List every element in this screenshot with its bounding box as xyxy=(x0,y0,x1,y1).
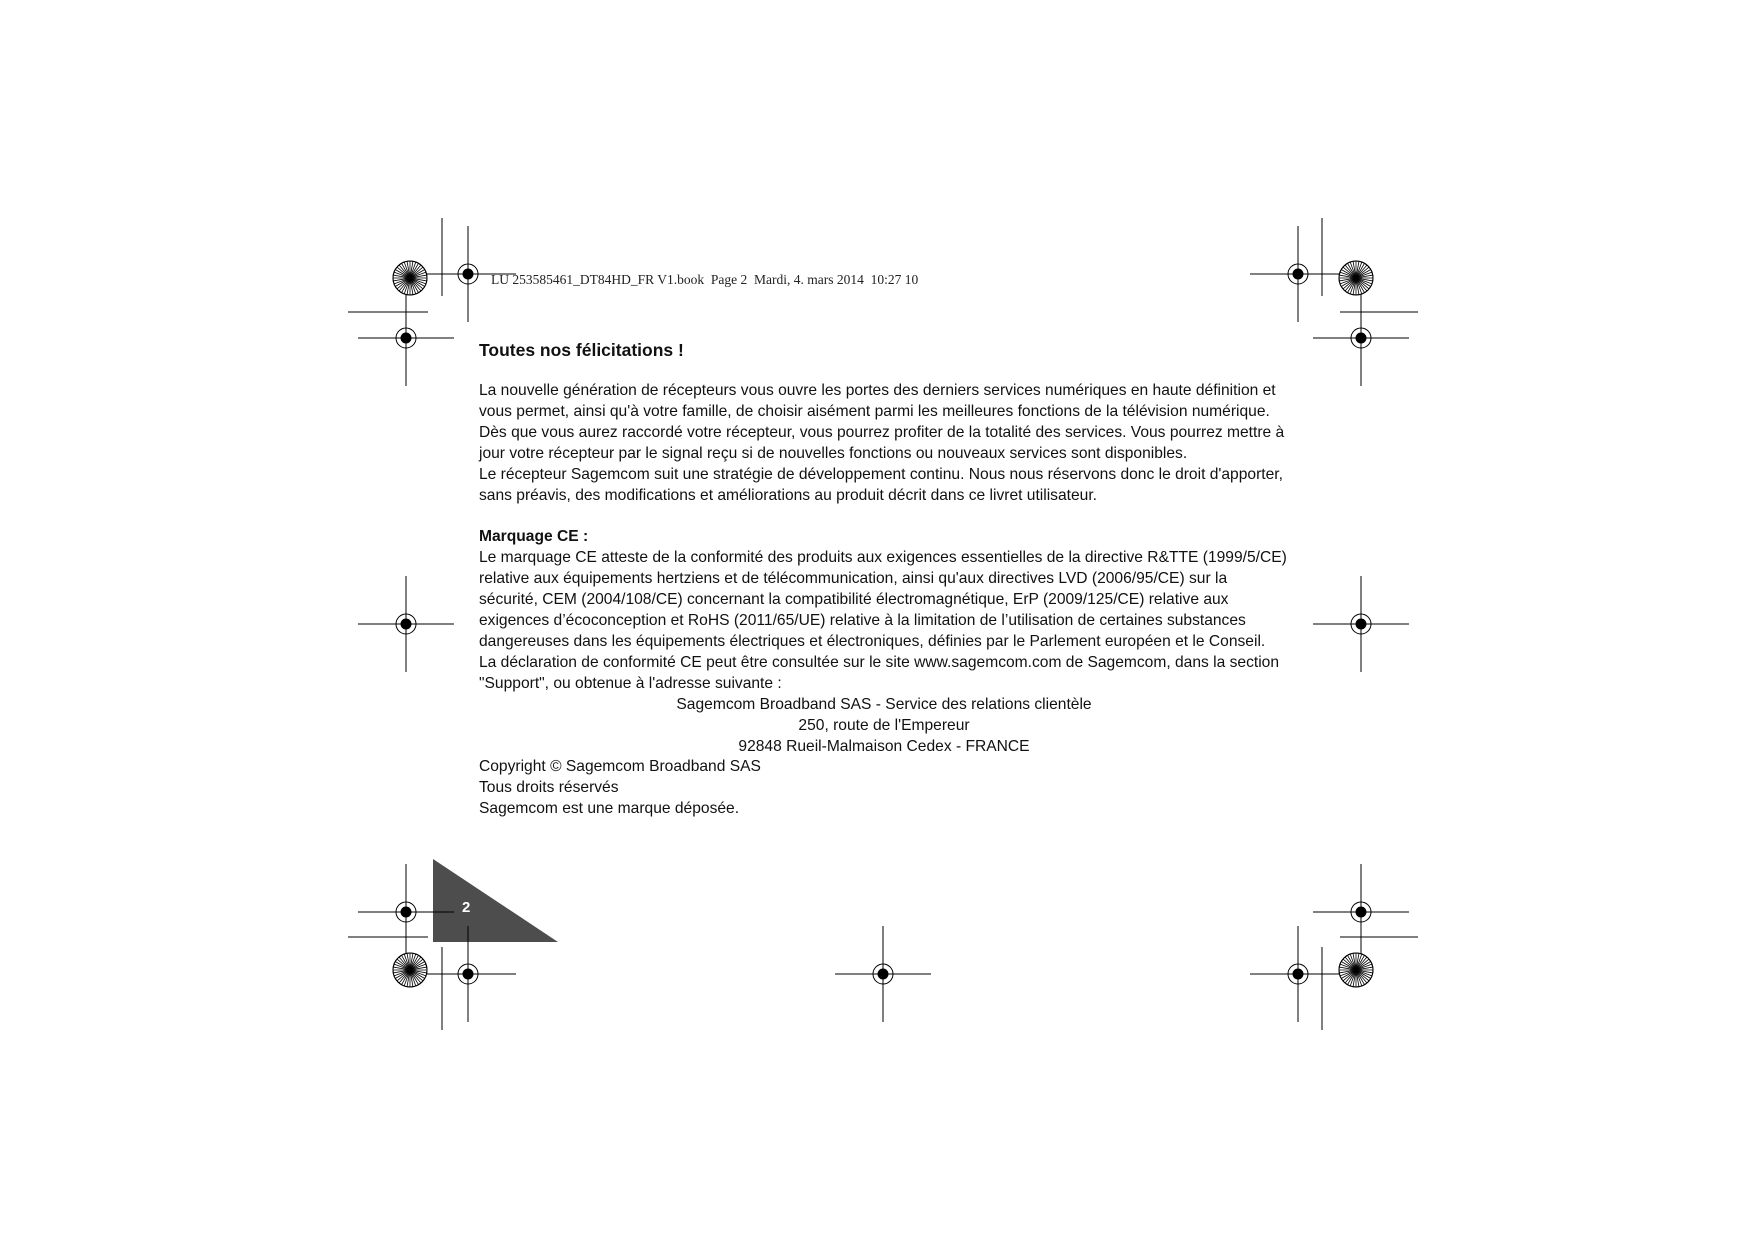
ce-heading: Marquage CE : xyxy=(479,528,589,546)
registration-mark-icon xyxy=(835,926,931,1022)
print-header-line: LU 253585461_DT84HD_FR V1.book Page 2 Mardi, 4. mars 2014 10:27 10 xyxy=(491,272,919,287)
intro-paragraph: Dès que vous aurez raccordé votre récepteur, vous pourrez profiter de la totalité des services. Vous pourrez mettre à jour votre récepteur par le signal reçu si de nouvelles fonctions ou nouveaux services sont disponibles. xyxy=(479,423,1285,462)
page-content xyxy=(479,339,1289,820)
starburst-mark-icon xyxy=(393,261,427,295)
intro-paragraph: La nouvelle génération de récepteurs vous ouvre les portes des derniers services numériques en haute définition et vous permet, ainsi qu'à votre famille, de choisir aisément parmi les meilleures fonctions de la télévision numérique. xyxy=(479,382,1276,420)
address-line: 92848 Rueil-Malmaison Cedex - FRANCE xyxy=(738,737,1030,755)
starburst-mark-icon xyxy=(1339,261,1373,295)
copyright-line: Copyright © Sagemcom Broadband SAS xyxy=(479,758,761,776)
page-title: Toutes nos félicitations ! xyxy=(479,340,684,360)
registration-mark-icon xyxy=(1250,926,1346,1022)
rights-line: Tous droits réservés xyxy=(479,779,619,797)
trademark-line: Sagemcom est une marque déposée. xyxy=(479,800,740,818)
page-number: 2 xyxy=(462,899,471,916)
registration-mark-icon xyxy=(1313,576,1409,672)
ce-paragraph: La déclaration de conformité CE peut être consultée sur le site www.sagemcom.com de Sagemcom, dans la section "Support", ou obtenue à l'adresse suivante : xyxy=(479,653,1280,692)
registration-mark-icon xyxy=(1250,226,1346,322)
registration-mark-icon xyxy=(1313,290,1409,386)
intro-paragraph: Le récepteur Sagemcom suit une stratégie de développement continu. Nous nous réservons donc le droit d'apporter, sans préavis, des modifications et améliorations au produit décrit dans ce livret utilisateur. xyxy=(479,465,1283,504)
address-line: Sagemcom Broadband SAS - Service des relations clientèle xyxy=(676,695,1092,713)
starburst-mark-icon xyxy=(393,953,427,987)
registration-mark-icon xyxy=(358,576,454,672)
page-tab xyxy=(433,859,558,942)
registration-mark-icon xyxy=(358,290,454,386)
starburst-mark-icon xyxy=(1339,953,1373,987)
address-line: 250, route de l'Empereur xyxy=(798,716,970,734)
ce-paragraph: Le marquage CE atteste de la conformité des produits aux exigences essentielles de la directive R&TTE (1999/5/CE) relative aux équipements hertziens et de télécommunication, ainsi qu'aux directives LVD (2006/95/CE) sur la sécurité, CEM (2004/108/CE) concernant la compatibilité électromagnétique, ErP (2009/125/CE) relative aux exigences d’écoconception et RoHS (2011/65/UE) relative à la limitation de l’utilisation de certaines substances dangereuses dans les équipements électriques et électroniques, définies par le Parlement européen et le Conseil. xyxy=(479,549,1287,650)
registration-mark-icon xyxy=(1313,864,1409,960)
